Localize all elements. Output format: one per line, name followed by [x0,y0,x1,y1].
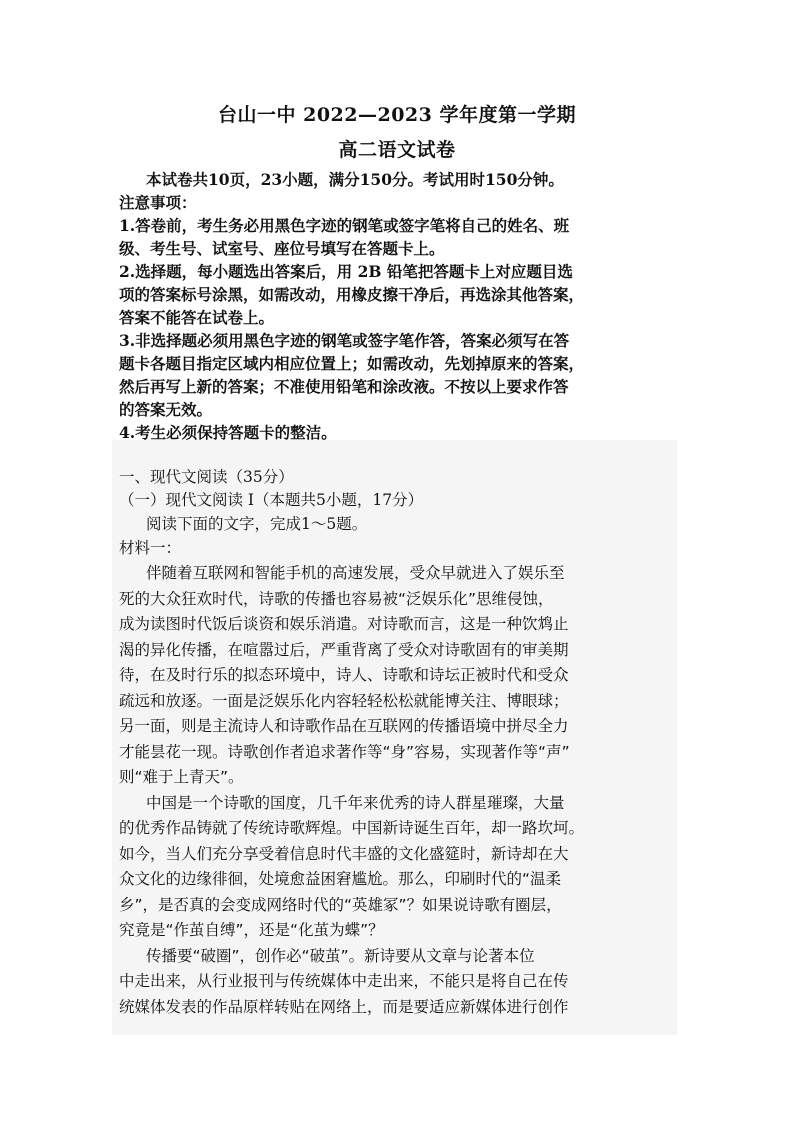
note-line: 4.考生必须保持答题卡的整洁。 [119,423,337,442]
passage-line: 中走出来，从行业报刊与传统媒体中走出来，不能只是将自己在传 [119,972,569,990]
note-line: 3.非选择题必须用黑色字迹的钢笔或签字笔作答，答案必须写在答 [119,331,570,350]
notes-heading: 注意事项： [119,193,197,212]
passage-line: 则“难于上青天”。 [119,768,244,786]
exam-intro: 本试卷共10页，23小题，满分150分。考试用时150分钟。 [146,170,564,189]
note-line: 2.选择题，每小题选出答案后，用 2B 铅笔把答题卡上对应题目选 [119,262,573,281]
note-line: 的答案无效。 [119,400,213,419]
exam-subtitle: 高二语文试卷 [338,139,456,161]
passage-line: 待，在及时行乐的拟态环境中，诗人、诗歌和诗坛正被时代和受众 [119,666,569,684]
passage-line: 如今，当人们充分享受着信息时代丰盛的文化盛筵时，新诗却在大 [119,845,569,863]
passage-line: 众文化的边缘徘徊，处境愈益困窘尴尬。那么，印刷时代的“温柔 [119,870,562,888]
note-line: 答案不能答在试卷上。 [119,308,275,327]
passage-line: 渴的异化传播，在喧嚣过后，严重背离了受众对诗歌固有的审美期 [119,641,569,659]
passage-line: 才能昙花一现。诗歌创作者追求著作等“身”容易，实现著作等“声” [119,743,570,761]
passage-line: 乡”，是否真的会变成网络时代的“英雄冢”？如果说诗歌有圈层， [119,896,562,914]
passage-line: 的优秀作品铸就了传统诗歌辉煌。中国新诗诞生百年，却一路坎坷。 [119,819,585,837]
passage-line: 成为读图时代饭后谈资和娱乐消遣。对诗歌而言，这是一种饮鸩止 [119,615,569,633]
passage-line: 传播要“破圈”，创作必“破茧”。新诗要从文章与论著本位 [146,947,535,965]
note-line: 1.答卷前，考生务必用黑色字迹的钢笔或签字笔将自己的姓名、班 [119,216,570,235]
passage-line: 死的大众狂欢时代，诗歌的传播也容易被“泛娱乐化”思维侵蚀， [119,590,554,608]
exam-title: 台山一中 2022—2023 学年度第一学期 [218,104,576,126]
passage-line: 统媒体发表的作品原样转贴在网络上，而是要适应新媒体进行创作 [119,998,569,1016]
passage-line: 疏远和放逐。一面是泛娱乐化内容轻轻松松就能博关注、博眼球； [119,692,569,710]
section-heading: 一、现代文阅读（35分） [119,468,294,486]
passage-line: 伴随着互联网和智能手机的高速发展，受众早就进入了娱乐至 [146,564,565,582]
note-line: 级、考生号、试室号、座位号填写在答题卡上。 [119,239,445,258]
material-label: 材料一： [119,539,182,557]
passage-line: 另一面，则是主流诗人和诗歌作品在互联网的传播语境中拼尽全力 [119,717,569,735]
passage-line: 究竟是“作茧自缚”，还是“化茧为蝶”？ [119,921,384,939]
reading-instruction: 阅读下面的文字，完成1～5题。 [146,515,368,533]
note-line: 然后再写上新的答案；不准使用铅笔和涂改液。不按以上要求作答 [119,377,569,396]
section-subheading: （一）现代文阅读 I（本题共5小题，17分） [119,491,424,509]
note-line: 题卡各题目指定区域内相应位置上；如需改动，先划掉原来的答案， [119,354,585,373]
passage-line: 中国是一个诗歌的国度，几千年来优秀的诗人群星璀璨，大量 [146,794,565,812]
note-line: 项的答案标号涂黑，如需改动，用橡皮擦干净后，再选涂其他答案， [119,285,585,304]
